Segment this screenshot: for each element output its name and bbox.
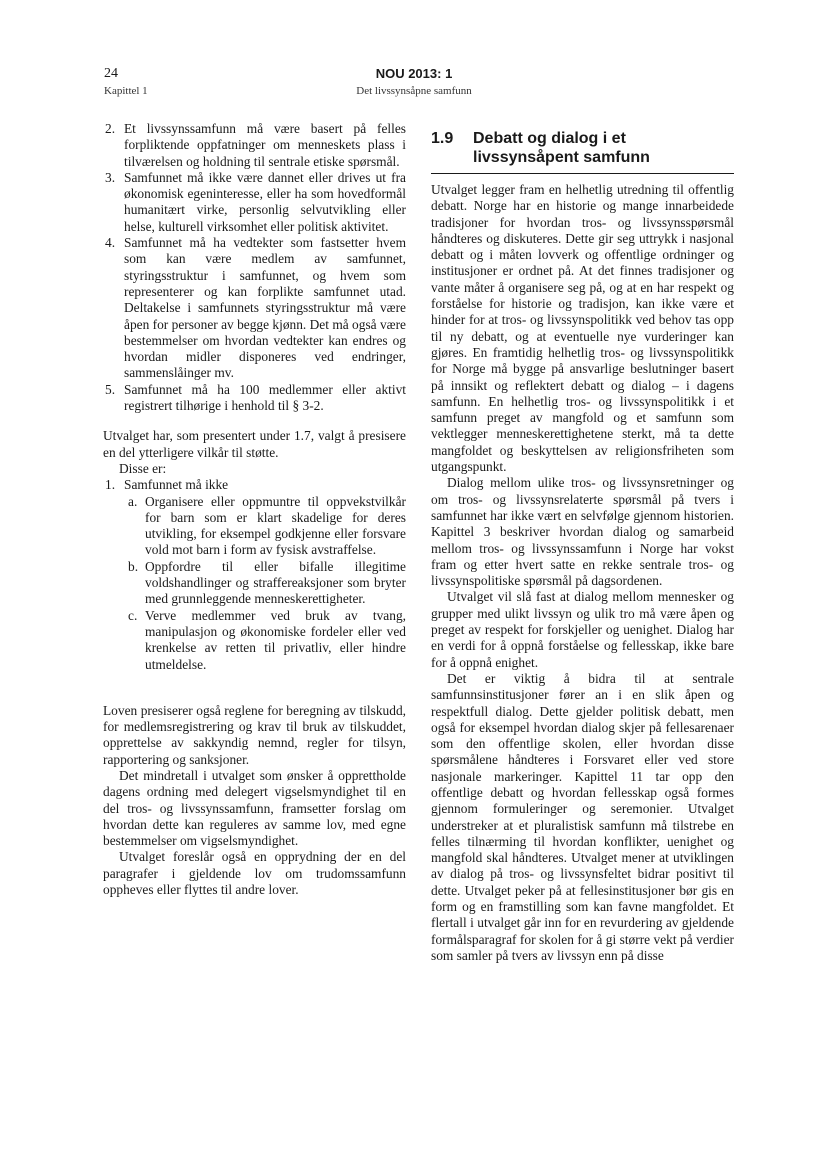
paragraph: Utvalget legger fram en helhetlig utredning til offentlig debatt. Norge har en historie og mange innarbeidede tradisjoner for hvordan tros- og livssynsspørsmål håndteres og diskuteres. Dette gir seg uttrykk i nasjonal debatt og i måten lovverk og offentlige ordninger og institusjoner er ordnet på. At det finnes tradisjoner og vante måter å organisere seg på, og at en har respekt og forståelse for historie og tradisjon, kan ikke være et hinder for at tros- og livssynspolitikk ved behov tas opp til ny debatt, og at eventuelle nye vurderinger kan gjøres. En framtidig helhetlig tros- og livssynspolitikk for Norge må bygge på ansvarlige beslutninger basert på innsikt og reflektert debatt og dialog – i dagens samfunn. En helhetlig tros- og livssynspolitikk i et samfunn preget av mangfold og et samfunn som vektlegger menneskerettighetene sterkt, må ta dette mangfoldet og beskyttelsen av religionsfriheten som utgangspunkt. <box>431 182 734 475</box>
left-column <box>103 121 406 898</box>
list-letter: a. <box>128 493 138 509</box>
list-number: 1. <box>105 477 116 493</box>
paragraph: Det er viktig å bidra til at sentrale samfunnsinstitusjoner fører an i en slik åpen og respektfull dialog. Dette gjelder politisk debatt, men også for eksempel hvordan dialog skjer på fellesarenaer som den offentlige skolen, eller hvordan disse spørsmålene håndteres i Forsvaret eller ved store nasjonale markeringer. Kapittel 11 tar opp den offentlige debatt og hvordan fellesskap også formes gjennom formuleringer og seremonier. Utvalget understreker at et pluralistisk samfunn må tilstrebe en felles tilnærming til hvordan konflikter, uenighet og mangfold skal håndteres. Utvalget mener at utviklingen av dialog på tros- og livssynsfeltet bidrar positivt til dette. Utvalget peker på at fellesinstitusjoner bør gis en form og en framstilling som kan favne mangfoldet. Et flertall i utvalget går inn for en revurdering av gjeldende formålsparagraf for skolen for å gi større vekt på verdier som samler på tvers av livssyn enn på disse <box>431 670 734 963</box>
publication-title: NOU 2013: 1 <box>375 66 453 81</box>
list-item <box>103 121 406 170</box>
list-item <box>103 608 406 673</box>
list-number: 3. <box>105 169 116 185</box>
list-item <box>103 382 406 415</box>
list-text: Et livssynssamfunn må være basert på felles forpliktende oppfatninger om menneskets plass i tilværelsen og holdning til sentrale etiske spørsmål. <box>124 121 406 169</box>
right-column <box>431 129 734 964</box>
paragraph-mindretall: Det mindretall i utvalget som ønsker å opprettholde dagens ordning med delegert vigselsmyndighet til en del tros- og livssynssamfunn, framsetter forslag om hvordan dette kan reguleres av samme lov, med egne bestemmelser om vigselsmyndighet. <box>103 767 406 849</box>
list-text: Organisere eller oppmuntre til oppvekstvilkår for barn som er klart skadelige for deres utvikling, for eksempel godkjenne eller forsvare vold mot barn i form av fysisk avstraffelse. <box>145 493 406 558</box>
list-text: Samfunnet må ha vedtekter som fastsetter hvem som kan være medlem av samfunnet, styringsstruktur i samfunnet, og hvem som representerer og kan forplikte samfunnet utad. Deltakelse i samfunnets styringsstruktur må være åpen for personer av begge kjønn. Det må også være bestemmelser om hvordan vedtekter kan endres og hvordan midler disponeres ved endringer, sammenslåinger mv. <box>124 235 406 381</box>
list-number: 2. <box>105 121 116 136</box>
paragraph-loven: Loven presiserer også reglene for beregning av tilskudd, for medlemsregistrering og krav til bruk av tilskuddet, opprettelse av sakkyndig nemnd, regler for tilsyn, rapportering og sanksjoner. <box>103 702 406 767</box>
list-letter: b. <box>128 558 139 574</box>
list-text: Oppfordre til eller bifalle illegitime voldshandlinger og straffereaksjoner som bryter med grunnleggende menneskerettigheter. <box>145 558 406 607</box>
section-title: Debatt og dialog i et livssynsåpent samfunn <box>473 130 650 166</box>
chapter-label: Kapittel 1 <box>104 85 148 97</box>
list-text: Verve medlemmer ved bruk av tvang, manipulasjon og økonomiske fordeler eller ved krenkelse av retten til privatliv, eller hindre utmeldelse. <box>145 607 406 672</box>
paragraph-intro: Utvalget har, som presentert under 1.7, valgt å presisere en del ytterligere vilkår til støtte. <box>103 428 406 460</box>
list-text: Samfunnet må ikke være dannet eller drives ut fra økonomisk egeninteresse, eller ha som hovedformål humanitært virke, personlig selvutvikling eller helse, kulturell virksomhet eller politisk aktivitet. <box>124 169 406 234</box>
section-heading <box>431 129 734 174</box>
paragraph: Dialog mellom ulike tros- og livssynsretninger og om tros- og livssynsrelaterte spørsmål på tvers i samfunnet har ikke vært en selvfølge gjennom historien. Kapittel 3 beskriver hvordan dialog og samarbeid mellom tros- og livssynssamfunn i Norge har vokst fram og etter hvert satte en rekke sentrale tros- og livssynspolitiske spørsmål på dagsordenen. <box>431 475 734 589</box>
sub-criteria-list <box>103 477 406 493</box>
list-number: 5. <box>105 381 116 397</box>
list-item <box>103 170 406 235</box>
criteria-list <box>103 121 406 414</box>
list-item <box>103 235 406 382</box>
list-text: Samfunnet må ikke <box>124 477 229 493</box>
section-number: 1.9 <box>431 130 454 147</box>
list-item <box>103 477 406 493</box>
list-item <box>103 559 406 608</box>
list-item <box>103 494 406 559</box>
publication-subtitle: Det livssynsåpne samfunn <box>356 85 472 97</box>
paragraph: Utvalget vil slå fast at dialog mellom mennesker og grupper med ulikt livssyn og ulik tro må være åpen og preget av respekt for forskjeller og uenighet. Dialog har en verdi for å oppnå forståelse og fellesskap, ikke bare for å oppnå enighet. <box>431 589 734 670</box>
paragraph-disse-er: Disse er: <box>119 460 167 476</box>
list-number: 4. <box>105 235 116 251</box>
page-number: 24 <box>104 66 118 81</box>
paragraph-opprydning: Utvalget foreslår også en opprydning der en del paragrafer i gjeldende lov om trudomssamfunn oppheves eller flyttes til andre lover. <box>103 849 406 898</box>
list-text: Samfunnet må ha 100 medlemmer eller aktivt registrert tilhørige i henhold til § 3-2. <box>124 381 406 414</box>
list-letter: c. <box>128 607 138 623</box>
lettered-list <box>103 494 406 673</box>
